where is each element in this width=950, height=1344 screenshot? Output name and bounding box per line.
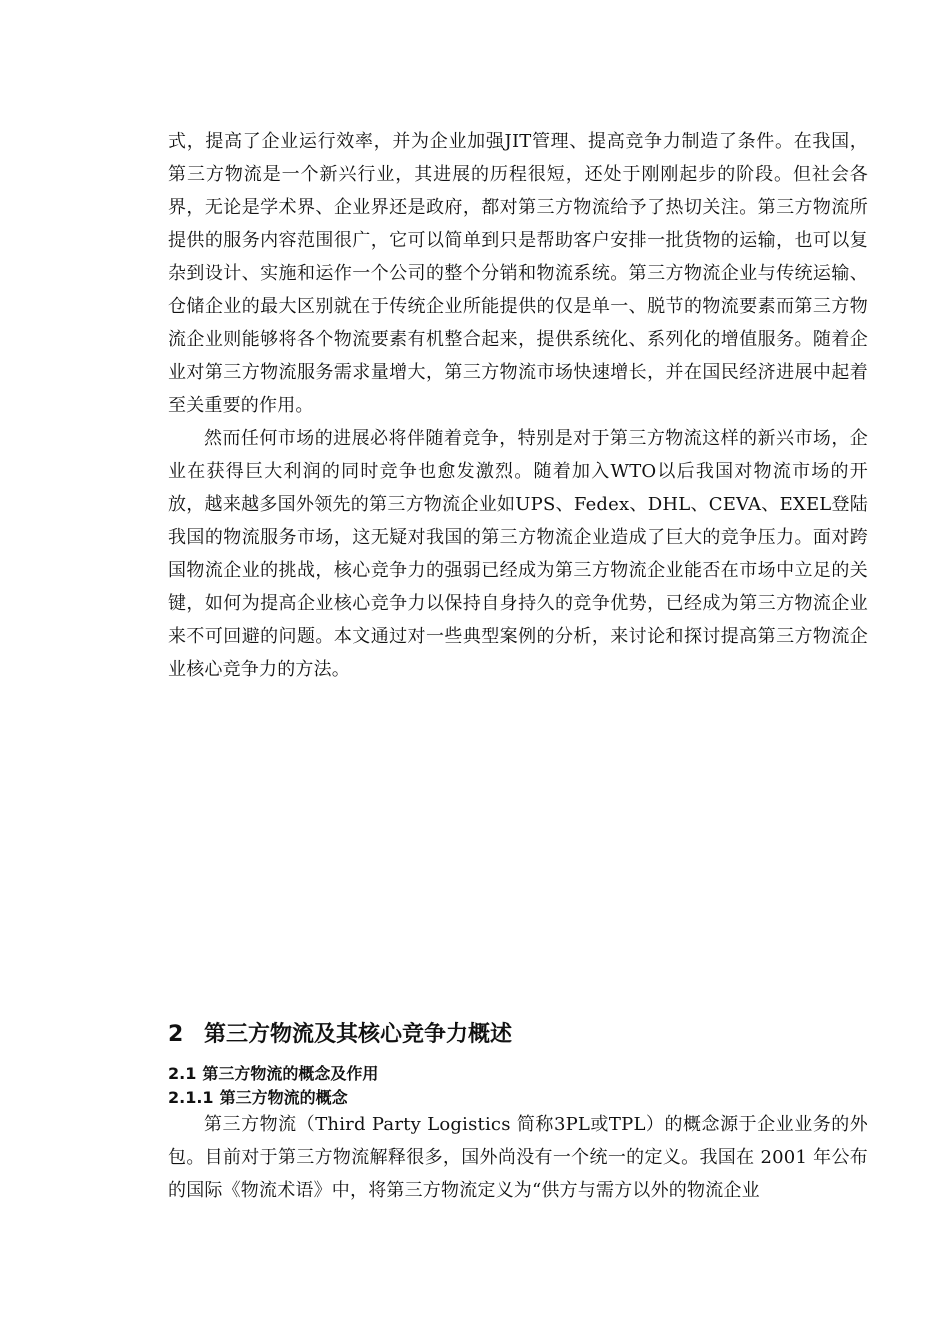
chapter-heading — [168, 1020, 512, 1050]
chapter-number: 2 — [168, 1022, 184, 1047]
section-heading — [168, 1063, 378, 1085]
body-paragraph-1: 第三方物流（Third Party Logistics 简称3PL或TPL）的概念源于企业业务的外包。目前对于第三方物流解释很多，国外尚没有一个统一的定义。我国在 2001 年公布的国际《物流术语》中，将第三方物流定义为“供方与需方以外的物流企业 — [168, 1114, 868, 1201]
chapter-title: 第三方物流及其核心竞争力概述 — [204, 1022, 513, 1047]
subsection-heading — [168, 1087, 348, 1109]
intro-paragraph-2: 然而任何市场的进展必将伴随着竞争，特别是对于第三方物流这样的新兴市场，企业在获得巨大利润的同时竞争也愈发激烈。随着加入WTO以后我国对物流市场的开放，越来越多国外领先的第三方物流企业如UPS、Fedex、DHL、CEVA、EXEL登陆我国的物流服务市场，这无疑对我国的第三方物流企业造成了巨大的竞争压力。面对跨国物流企业的挑战，核心竞争力的强弱已经成为第三方物流企业能否在市场中立足的关键，如何为提高企业核心竞争力以保持自身持久的竞争优势，已经成为第三方物流企业来不可回避的问题。本文通过对一些典型案例的分析，来讨论和探讨提高第三方物流企业核心竞争力的方法。 — [168, 428, 868, 680]
section-title: 第三方物流的概念及作用 — [202, 1064, 379, 1083]
subsection-title: 第三方物流的概念 — [219, 1088, 348, 1107]
body-section — [168, 1108, 868, 1207]
intro-section — [168, 125, 868, 686]
intro-paragraph-1: 式，提高了企业运行效率，并为企业加强JIT管理、提高竞争力制造了条件。在我国，第三方物流是一个新兴行业，其进展的历程很短，还处于刚刚起步的阶段。但社会各界，无论是学术界、企业界还是政府，都对第三方物流给予了热切关注。第三方物流所提供的服务内容范围很广，它可以简单到只是帮助客户安排一批货物的运输，也可以复杂到设计、实施和运作一个公司的整个分销和物流系统。第三方物流企业与传统运输、仓储企业的最大区别就在于传统企业所能提供的仅是单一、脱节的物流要素而第三方物流企业则能够将各个物流要素有机整合起来，提供系统化、系列化的增值服务。随着企业对第三方物流服务需求量增大，第三方物流市场快速增长，并在国民经济进展中起着至关重要的作用。 — [168, 131, 868, 416]
subsection-number: 2.1.1 — [168, 1088, 214, 1107]
section-number: 2.1 — [168, 1064, 197, 1083]
